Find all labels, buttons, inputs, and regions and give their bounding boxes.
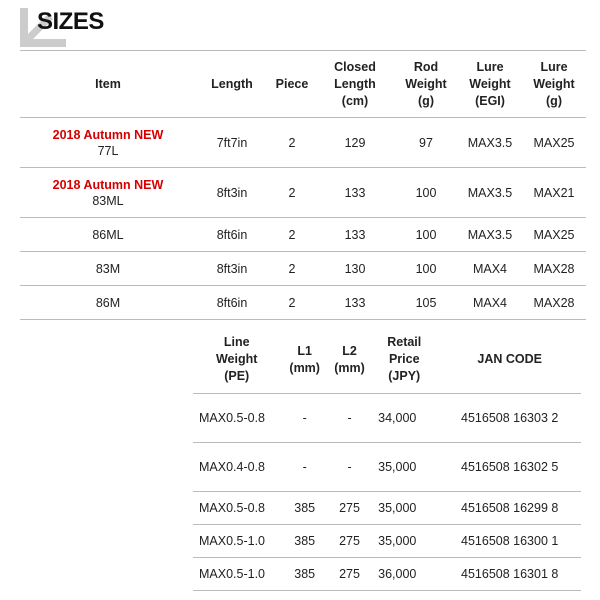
cell-line-weight: MAX0.4-0.8 <box>199 459 266 474</box>
cell-lure-weight: MAX25 <box>533 135 575 150</box>
new-badge: 2018 Autumn NEW <box>52 177 164 192</box>
cell-lure-weight: MAX21 <box>533 185 575 200</box>
header-line: L1 <box>297 343 312 358</box>
cell-lure-weight: MAX28 <box>533 295 575 310</box>
sizes-header <box>20 4 220 48</box>
table-row <box>193 491 581 524</box>
cell-lure-weight-egi: MAX3.5 <box>467 185 513 200</box>
table-row <box>20 252 586 286</box>
cell-retail-price: 35,000 <box>378 459 417 474</box>
col-header-item <box>20 51 196 118</box>
col-header-closed-length <box>316 51 394 118</box>
table-row <box>193 557 581 590</box>
cell-rod-weight: 97 <box>419 135 433 150</box>
col-header-lure-weight-egi <box>458 51 522 118</box>
model-name: 83ML <box>92 193 124 208</box>
cell-item <box>20 168 196 218</box>
cell-line-weight: MAX0.5-0.8 <box>199 500 266 515</box>
cell-rod-weight: 100 <box>415 227 437 242</box>
col-header-line-weight <box>193 327 280 393</box>
cell-piece: 2 <box>288 295 296 310</box>
cell-retail-price: 35,000 <box>378 500 417 515</box>
cell-l2: 275 <box>339 533 360 548</box>
model-name: 77L <box>97 143 119 158</box>
cell-l1: 385 <box>294 566 316 581</box>
cell-lure-weight: MAX28 <box>533 261 575 276</box>
col-header-l1 <box>280 327 329 393</box>
col-header-lure-weight <box>522 51 586 118</box>
cell-rod-weight: 100 <box>415 261 437 276</box>
cell-lure-weight-egi: MAX3.5 <box>467 227 513 242</box>
cell-l1: - <box>302 410 307 425</box>
cell-retail-price: 35,000 <box>378 533 417 548</box>
header-line: Weight <box>469 76 511 91</box>
header-line: (EGI) <box>475 93 505 108</box>
cell-l1: 385 <box>294 500 316 515</box>
cell-line-weight: MAX0.5-0.8 <box>199 410 266 425</box>
header-line: Lure <box>476 59 504 74</box>
cell-l2: 275 <box>339 500 360 515</box>
cell-rod-weight: 105 <box>415 295 437 310</box>
header-line: (mm) <box>289 360 320 375</box>
table-row <box>20 118 586 168</box>
header-line: JAN CODE <box>477 352 542 367</box>
cell-retail-price: 34,000 <box>378 410 417 425</box>
header-line: (g) <box>546 93 562 108</box>
header-line: L2 <box>342 343 357 358</box>
line-price-table-header-row <box>193 327 581 393</box>
col-header-retail-price <box>370 327 438 393</box>
header-line: Line <box>223 335 250 350</box>
cell-item <box>20 118 196 168</box>
cell-closed-length: 133 <box>344 185 366 200</box>
cell-l1: 385 <box>294 533 316 548</box>
header-line: Weight <box>405 76 447 91</box>
cell-jan-code: 4516508 16300 1 <box>461 533 559 548</box>
col-header-rod-weight <box>394 51 458 118</box>
col-header-length <box>196 51 268 118</box>
new-badge: 2018 Autumn NEW <box>52 127 164 142</box>
col-header-l2 <box>329 327 370 393</box>
header-line: Retail <box>387 335 422 350</box>
cell-closed-length: 133 <box>344 295 366 310</box>
cell-l2: 275 <box>339 566 360 581</box>
cell-closed-length: 130 <box>344 261 366 276</box>
col-header-jan-code <box>438 327 581 393</box>
cell-lure-weight-egi: MAX3.5 <box>467 135 513 150</box>
header-line: (g) <box>418 93 434 108</box>
table-row <box>193 524 581 557</box>
cell-l1: - <box>302 459 307 474</box>
header-line: (cm) <box>341 93 369 108</box>
header-line: (PE) <box>224 369 250 384</box>
header-line: Length <box>211 76 253 91</box>
cell-jan-code: 4516508 16301 8 <box>461 566 559 581</box>
col-header-piece <box>268 51 316 118</box>
cell-lure-weight: MAX25 <box>533 227 575 242</box>
cell-closed-length: 133 <box>344 227 366 242</box>
header-line: (JPY) <box>388 369 421 384</box>
cell-piece: 2 <box>288 261 296 276</box>
cell-lure-weight-egi: MAX4 <box>472 261 508 276</box>
header-line: Weight <box>533 76 575 91</box>
cell-piece: 2 <box>288 135 296 150</box>
cell-length: 8ft6in <box>216 227 248 242</box>
cell-jan-code: 4516508 16302 5 <box>461 459 559 474</box>
line-price-table <box>193 327 581 591</box>
page-title: SIZES <box>37 8 104 35</box>
header-line: Item <box>95 76 121 91</box>
header-line: (mm) <box>334 360 365 375</box>
cell-item: 86ML <box>92 227 124 242</box>
header-line: Lure <box>540 59 568 74</box>
cell-lure-weight-egi: MAX4 <box>472 295 508 310</box>
table-row <box>20 286 586 320</box>
table-row <box>193 393 581 442</box>
header-line: Rod <box>413 59 439 74</box>
cell-l2: - <box>347 459 352 474</box>
cell-item: 86M <box>95 295 121 310</box>
table-row <box>193 442 581 491</box>
cell-length: 8ft6in <box>216 295 248 310</box>
specs-table <box>20 50 586 320</box>
header-line: Weight <box>215 352 258 367</box>
cell-line-weight: MAX0.5-1.0 <box>199 566 266 581</box>
header-line: Closed <box>334 59 376 74</box>
cell-retail-price: 36,000 <box>378 566 417 581</box>
cell-piece: 2 <box>288 185 296 200</box>
cell-length: 8ft3in <box>216 185 248 200</box>
cell-jan-code: 4516508 16303 2 <box>461 410 559 425</box>
table-row <box>20 218 586 252</box>
cell-closed-length: 129 <box>344 135 366 150</box>
cell-l2: - <box>347 410 352 425</box>
cell-piece: 2 <box>288 227 296 242</box>
cell-length: 7ft7in <box>216 135 248 150</box>
cell-rod-weight: 100 <box>415 185 437 200</box>
specs-table-header-row <box>20 51 586 118</box>
header-line: Length <box>334 76 376 91</box>
table-row <box>20 168 586 218</box>
header-line: Piece <box>275 76 309 91</box>
header-line: Price <box>388 352 420 367</box>
cell-length: 8ft3in <box>216 261 248 276</box>
cell-item: 83M <box>95 261 121 276</box>
cell-line-weight: MAX0.5-1.0 <box>199 533 266 548</box>
cell-jan-code: 4516508 16299 8 <box>461 500 559 515</box>
